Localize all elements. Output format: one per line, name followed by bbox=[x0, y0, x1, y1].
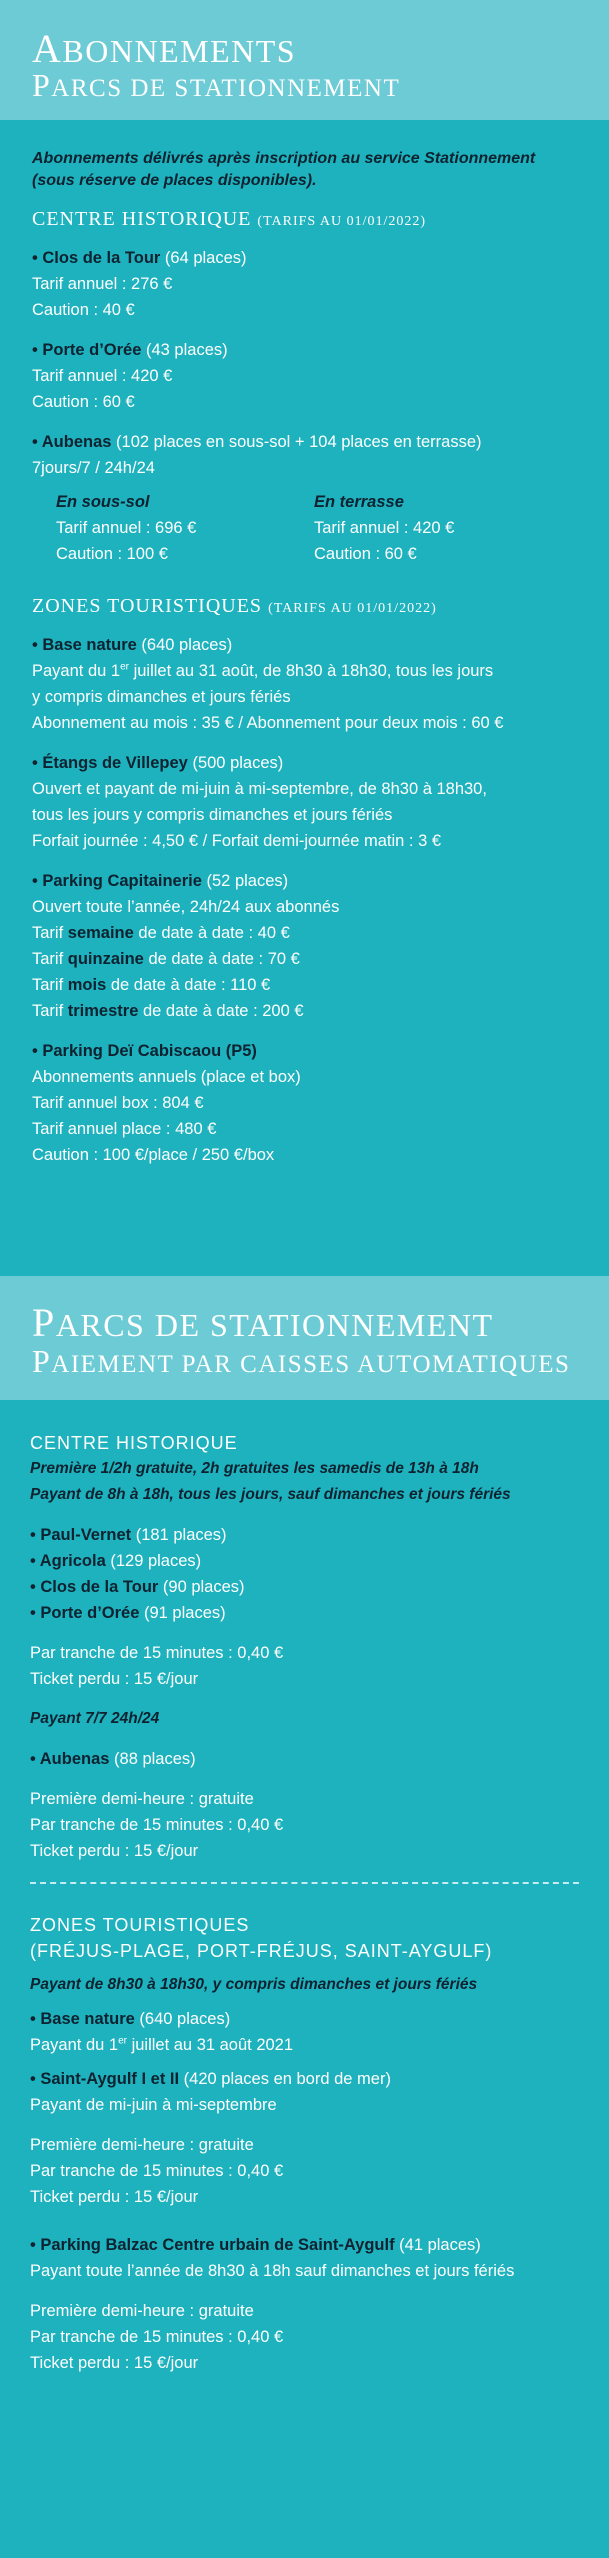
info-line: Par tranche de 15 minutes : 0,40 € bbox=[30, 1644, 284, 1662]
info-line: Première demi-heure : gratuite bbox=[30, 2302, 254, 2320]
info-line: Abonnements annuels (place et box) bbox=[32, 1068, 301, 1086]
park-detail: (43 places) bbox=[141, 341, 228, 359]
period-label: trimestre bbox=[67, 1002, 139, 1020]
park-name: • Base nature bbox=[30, 2010, 135, 2028]
info-line: Caution : 100 € bbox=[56, 545, 168, 563]
park-list bbox=[30, 1522, 579, 1626]
info-line: Forfait journée : 4,50 € / Forfait demi-journée matin : 3 € bbox=[32, 832, 442, 850]
info-line: Caution : 40 € bbox=[32, 301, 135, 319]
info-line: Première demi-heure : gratuite bbox=[30, 2136, 254, 2154]
park-detail: (88 places) bbox=[109, 1750, 196, 1768]
info-note: Payant de 8h à 18h, tous les jours, sauf dimanches et jours fériés bbox=[30, 1486, 511, 1503]
info-line: Ticket perdu : 15 €/jour bbox=[30, 2354, 199, 2372]
park-name: • Porte d’Orée bbox=[32, 341, 142, 359]
park-name: • Base nature bbox=[32, 636, 137, 654]
info-line: Ticket perdu : 15 €/jour bbox=[30, 1842, 199, 1860]
park-detail: (52 places) bbox=[201, 872, 289, 890]
info-line: Tarif annuel : 420 € bbox=[32, 367, 173, 385]
park-name: • Aubenas bbox=[32, 433, 112, 451]
info-note: Payant 7/7 24h/24 bbox=[30, 1710, 160, 1727]
info-line: Tarif annuel : 276 € bbox=[32, 275, 173, 293]
park-detail: (90 places) bbox=[158, 1578, 245, 1596]
text-part: Tarif bbox=[32, 976, 68, 994]
text-part: de date à date : 110 € bbox=[106, 976, 271, 994]
period-label: quinzaine bbox=[67, 950, 144, 968]
text-part: de date à date : 70 € bbox=[143, 950, 300, 968]
period-label: semaine bbox=[67, 924, 134, 942]
text-part: Tarif bbox=[32, 950, 68, 968]
park-name: • Aubenas bbox=[30, 1750, 110, 1768]
heading-text: CENTRE HISTORIQUE bbox=[32, 208, 252, 230]
list-item bbox=[32, 337, 577, 415]
section-caisses-header bbox=[0, 1276, 609, 1400]
park-detail: (420 places en bord de mer) bbox=[179, 2070, 391, 2088]
section-caisses-body bbox=[0, 1400, 609, 2558]
info-line: Payant toute l’année de 8h30 à 18h sauf dimanches et jours fériés bbox=[30, 2262, 515, 2280]
info-line: Tarif annuel : 696 € bbox=[56, 519, 197, 537]
list-item bbox=[32, 245, 577, 323]
info-line: Caution : 100 €/place / 250 €/box bbox=[32, 1146, 275, 1164]
intro-line: Abonnements délivrés après inscription au service Stationnement bbox=[32, 150, 536, 167]
dashed-divider bbox=[30, 1882, 579, 1884]
info-note: Payant de 8h30 à 18h30, y compris dimanches et jours fériés bbox=[30, 1976, 478, 1993]
park-detail: (500 places) bbox=[187, 754, 284, 772]
heading-text: ZONES TOURISTIQUES bbox=[32, 595, 263, 617]
park-name: • Agricola bbox=[30, 1552, 106, 1570]
info-line: Par tranche de 15 minutes : 0,40 € bbox=[30, 1816, 284, 1834]
list-item bbox=[32, 1038, 577, 1168]
tarif-note: (TARIFS AU 01/01/2022) bbox=[268, 601, 437, 616]
list-item bbox=[32, 750, 577, 854]
column-title: En sous-sol bbox=[56, 493, 150, 511]
section-title-line1: ABONNEMENTS bbox=[32, 26, 297, 71]
info-line: Abonnement au mois : 35 € / Abonnement pour deux mois : 60 € bbox=[32, 714, 504, 732]
info-line: 7jours/7 / 24h/24 bbox=[32, 459, 155, 477]
tarif-row bbox=[32, 946, 577, 972]
info-line: Tarif annuel place : 480 € bbox=[32, 1120, 217, 1138]
text-part: de date à date : 40 € bbox=[133, 924, 290, 942]
zones-touristiques-heading bbox=[32, 593, 577, 622]
park-name: • Parking Capitainerie bbox=[32, 872, 202, 890]
info-line: Tarif annuel box : 804 € bbox=[32, 1094, 204, 1112]
info-line: Ticket perdu : 15 €/jour bbox=[30, 2188, 199, 2206]
park-name: • Saint-Aygulf I et II bbox=[30, 2070, 180, 2088]
park-detail: (640 places) bbox=[136, 636, 233, 654]
info-line bbox=[30, 2032, 579, 2058]
park-detail: (129 places) bbox=[105, 1552, 202, 1570]
info-line: tous les jours y compris dimanches et jours fériés bbox=[32, 806, 393, 824]
info-line: Caution : 60 € bbox=[314, 545, 417, 563]
section-abonnements-header bbox=[0, 0, 609, 120]
centre-historique-heading: CENTRE HISTORIQUE bbox=[30, 1433, 238, 1453]
text-part: de date à date : 200 € bbox=[138, 1002, 304, 1020]
section-title-line2: PARCS DE STATIONNEMENT bbox=[32, 67, 401, 103]
park-name: • Clos de la Tour bbox=[32, 249, 161, 267]
park-detail: (41 places) bbox=[394, 2236, 481, 2254]
tarif-row bbox=[32, 920, 577, 946]
tarif-note: (TARIFS AU 01/01/2022) bbox=[257, 214, 427, 229]
terrasse-column bbox=[314, 489, 572, 567]
section-abonnements-body bbox=[0, 120, 609, 1276]
text-part: juillet au 31 août 2021 bbox=[126, 2036, 294, 2054]
park-name: • Porte d’Orée bbox=[30, 1604, 140, 1622]
info-line: Ouvert et payant de mi-juin à mi-septembre, de 8h30 à 18h30, bbox=[32, 780, 487, 798]
superscript: er bbox=[118, 2035, 127, 2047]
text-part: juillet au 31 août, de 8h30 à 18h30, tous les jours bbox=[128, 662, 494, 680]
park-name: • Parking Deï Cabiscaou (P5) bbox=[32, 1042, 257, 1060]
park-name: • Clos de la Tour bbox=[30, 1578, 159, 1596]
park-name: • Étangs de Villepey bbox=[32, 754, 188, 772]
park-detail: (181 places) bbox=[131, 1526, 227, 1544]
tarif-row bbox=[32, 998, 577, 1024]
park-name: • Paul-Vernet bbox=[30, 1526, 132, 1544]
info-line: Caution : 60 € bbox=[32, 393, 135, 411]
text-part: Tarif bbox=[32, 924, 68, 942]
park-detail: (102 places en sous-sol + 104 places en terrasse) bbox=[111, 433, 482, 451]
info-line bbox=[32, 658, 577, 684]
period-label: mois bbox=[67, 976, 107, 994]
info-line: Par tranche de 15 minutes : 0,40 € bbox=[30, 2162, 284, 2180]
list-item bbox=[32, 632, 577, 736]
info-note: Première 1/2h gratuite, 2h gratuites les samedis de 13h à 18h bbox=[30, 1460, 479, 1477]
list-item bbox=[32, 868, 577, 1024]
list-item bbox=[32, 429, 577, 481]
intro-line: (sous réserve de places disponibles). bbox=[32, 172, 317, 189]
park-detail: (640 places) bbox=[134, 2010, 231, 2028]
centre-historique-heading bbox=[32, 206, 577, 235]
sous-sol-column bbox=[56, 489, 314, 567]
park-detail: (91 places) bbox=[139, 1604, 226, 1622]
info-line: Tarif annuel : 420 € bbox=[314, 519, 455, 537]
intro-text bbox=[32, 148, 577, 192]
zones-touristiques-heading: ZONES TOURISTIQUES bbox=[30, 1915, 250, 1935]
text-part: Payant du 1 bbox=[30, 2036, 119, 2054]
info-line: Ticket perdu : 15 €/jour bbox=[30, 1670, 199, 1688]
park-name: • Parking Balzac Centre urbain de Saint-Aygulf bbox=[30, 2236, 395, 2254]
column-title: En terrasse bbox=[314, 493, 404, 511]
text-part: Payant du 1 bbox=[32, 662, 121, 680]
info-line: Ouvert toute l’année, 24h/24 aux abonnés bbox=[32, 898, 340, 916]
info-line: Payant de mi-juin à mi-septembre bbox=[30, 2096, 277, 2114]
text-part: Tarif bbox=[32, 1002, 68, 1020]
zones-subheading: (FRÉJUS-PLAGE, PORT-FRÉJUS, SAINT-AYGULF) bbox=[30, 1941, 493, 1961]
section-title-line2: PAIEMENT PAR CAISSES AUTOMATIQUES bbox=[32, 1343, 571, 1379]
info-line: Première demi-heure : gratuite bbox=[30, 1790, 254, 1808]
park-detail: (64 places) bbox=[160, 249, 247, 267]
aubenas-columns bbox=[32, 489, 577, 567]
info-line: Par tranche de 15 minutes : 0,40 € bbox=[30, 2328, 284, 2346]
section-title-line1: PARCS DE STATIONNEMENT bbox=[32, 1300, 494, 1345]
info-line: y compris dimanches et jours fériés bbox=[32, 688, 291, 706]
tarif-row bbox=[32, 972, 577, 998]
superscript: er bbox=[120, 661, 129, 673]
